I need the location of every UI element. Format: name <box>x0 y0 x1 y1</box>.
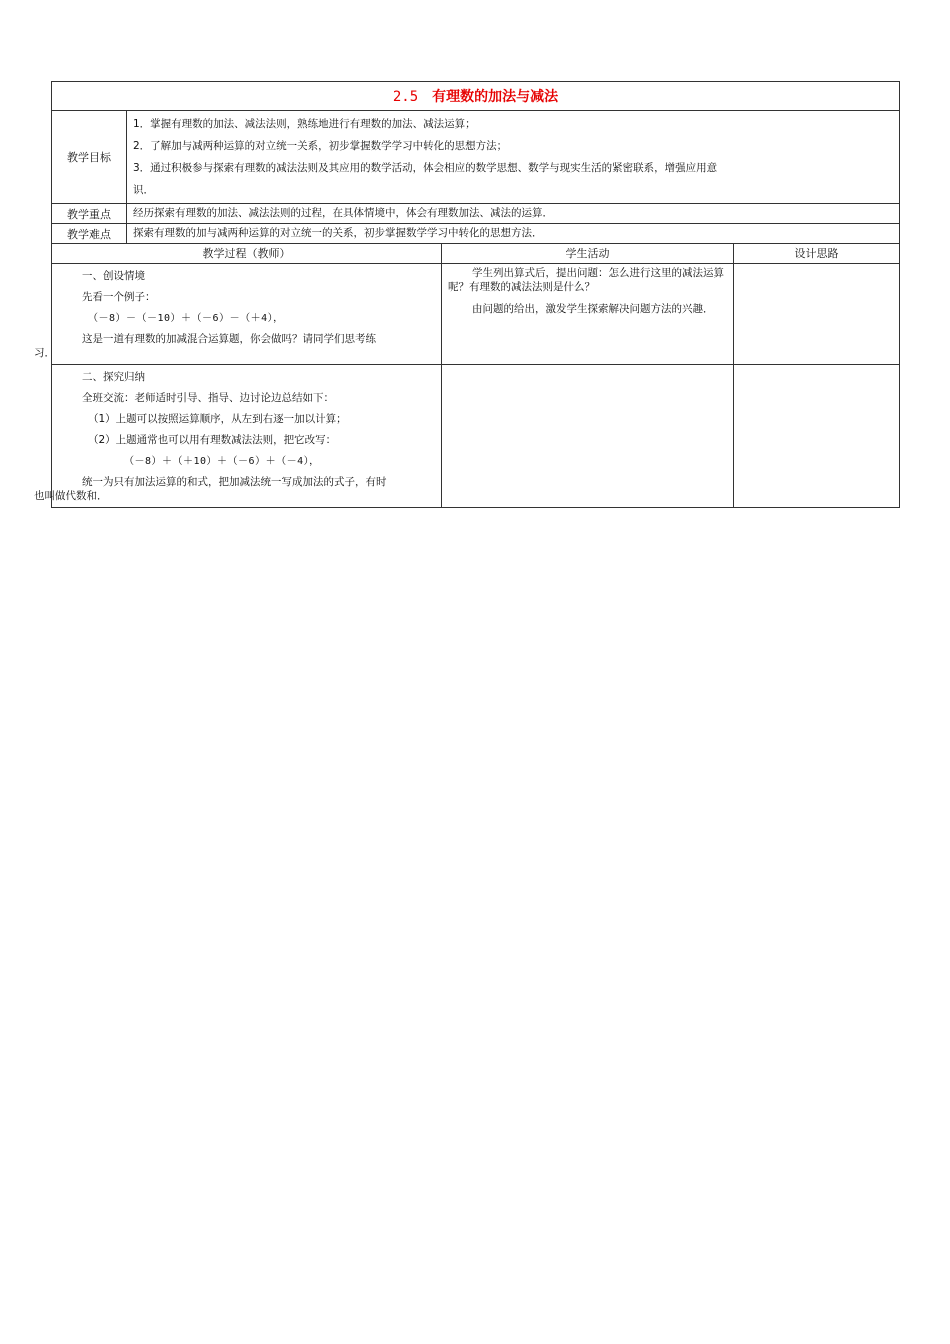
lesson-table <box>34 81 900 508</box>
objective-item: 3．通过积极参与探索有理数的减法法则及其应用的数学活动，体会相应的数学思想、数学与现实生活的紧密联系，增强应用意 <box>133 162 718 174</box>
difficulties-label: 教学难点 <box>52 224 127 244</box>
title-text: 有理数的加法与减法 <box>432 89 559 105</box>
difficulties-content: 探索有理数的加与减两种运算的对立统一的关系，初步掌握数学学习中转化的思想方法． <box>127 224 900 244</box>
objectives-row <box>52 111 900 204</box>
objectives-label: 教学目标 <box>52 111 127 204</box>
section1-heading: 一、创设情境 <box>82 270 145 282</box>
key-points-label: 教学重点 <box>52 204 127 224</box>
section2-row <box>52 365 900 508</box>
section2-design <box>734 365 900 508</box>
objectives-content <box>127 111 900 204</box>
section2-summary: 统一为只有加法运算的和式，把加减法统一写成加法的式子，有时 也叫做代数和． <box>34 476 387 502</box>
section2-heading: 二、探究归纳 <box>82 371 145 383</box>
lesson-plan <box>34 81 899 508</box>
column-header-design: 设计思路 <box>734 244 900 264</box>
page-title <box>52 82 900 111</box>
column-header-row <box>52 244 900 264</box>
section1-student <box>442 264 734 365</box>
section1-design <box>734 264 900 365</box>
difficulties-row <box>52 224 900 244</box>
section1-intro: 先看一个例子： <box>82 291 156 303</box>
section2-formula: （－8）＋（＋10）＋（－6）＋（－4）， <box>124 456 320 467</box>
title-number: 2.5 <box>392 89 419 105</box>
section2-student <box>442 365 734 508</box>
objective-item: 2．了解加与减两种运算的对立统一关系，初步掌握数学学习中转化的思想方法； <box>133 140 508 152</box>
section2-line1: 全班交流：老师适时引导、指导、边讨论边总结如下： <box>82 392 334 404</box>
student-activity-1: 学生列出算式后，提出问题：怎么进行这里的减法运算呢？有理数的减法法则是什么？ <box>448 267 724 293</box>
section2-line2: （1）上题可以按照运算顺序，从左到右逐一加以计算； <box>88 413 347 425</box>
column-header-teacher: 教学过程（教师） <box>52 244 442 264</box>
section1-question: 这是一道有理数的加减混合运算题，你会做吗？请同学们思考练 习． <box>34 333 376 359</box>
objective-item: 1．掌握有理数的加法、减法法则，熟练地进行有理数的加法、减法运算； <box>133 118 476 130</box>
student-activity-2: 由问题的给出，激发学生探索解决问题方法的兴趣． <box>472 303 714 315</box>
section1-teacher <box>34 264 442 365</box>
key-points-row <box>52 204 900 224</box>
column-header-student: 学生活动 <box>442 244 734 264</box>
section2-teacher <box>34 365 442 508</box>
section1-formula: （－8）－（－10）＋（－6）－（＋4）， <box>88 313 284 324</box>
section2-line3: （2）上题通常也可以用有理数减法法则，把它改写： <box>88 434 337 446</box>
section1-row <box>52 264 900 365</box>
title-row <box>52 82 900 111</box>
key-points-content: 经历探索有理数的加法、减法法则的过程，在具体情境中，体会有理数加法、减法的运算． <box>127 204 900 224</box>
objective-item: 识． <box>133 184 154 196</box>
